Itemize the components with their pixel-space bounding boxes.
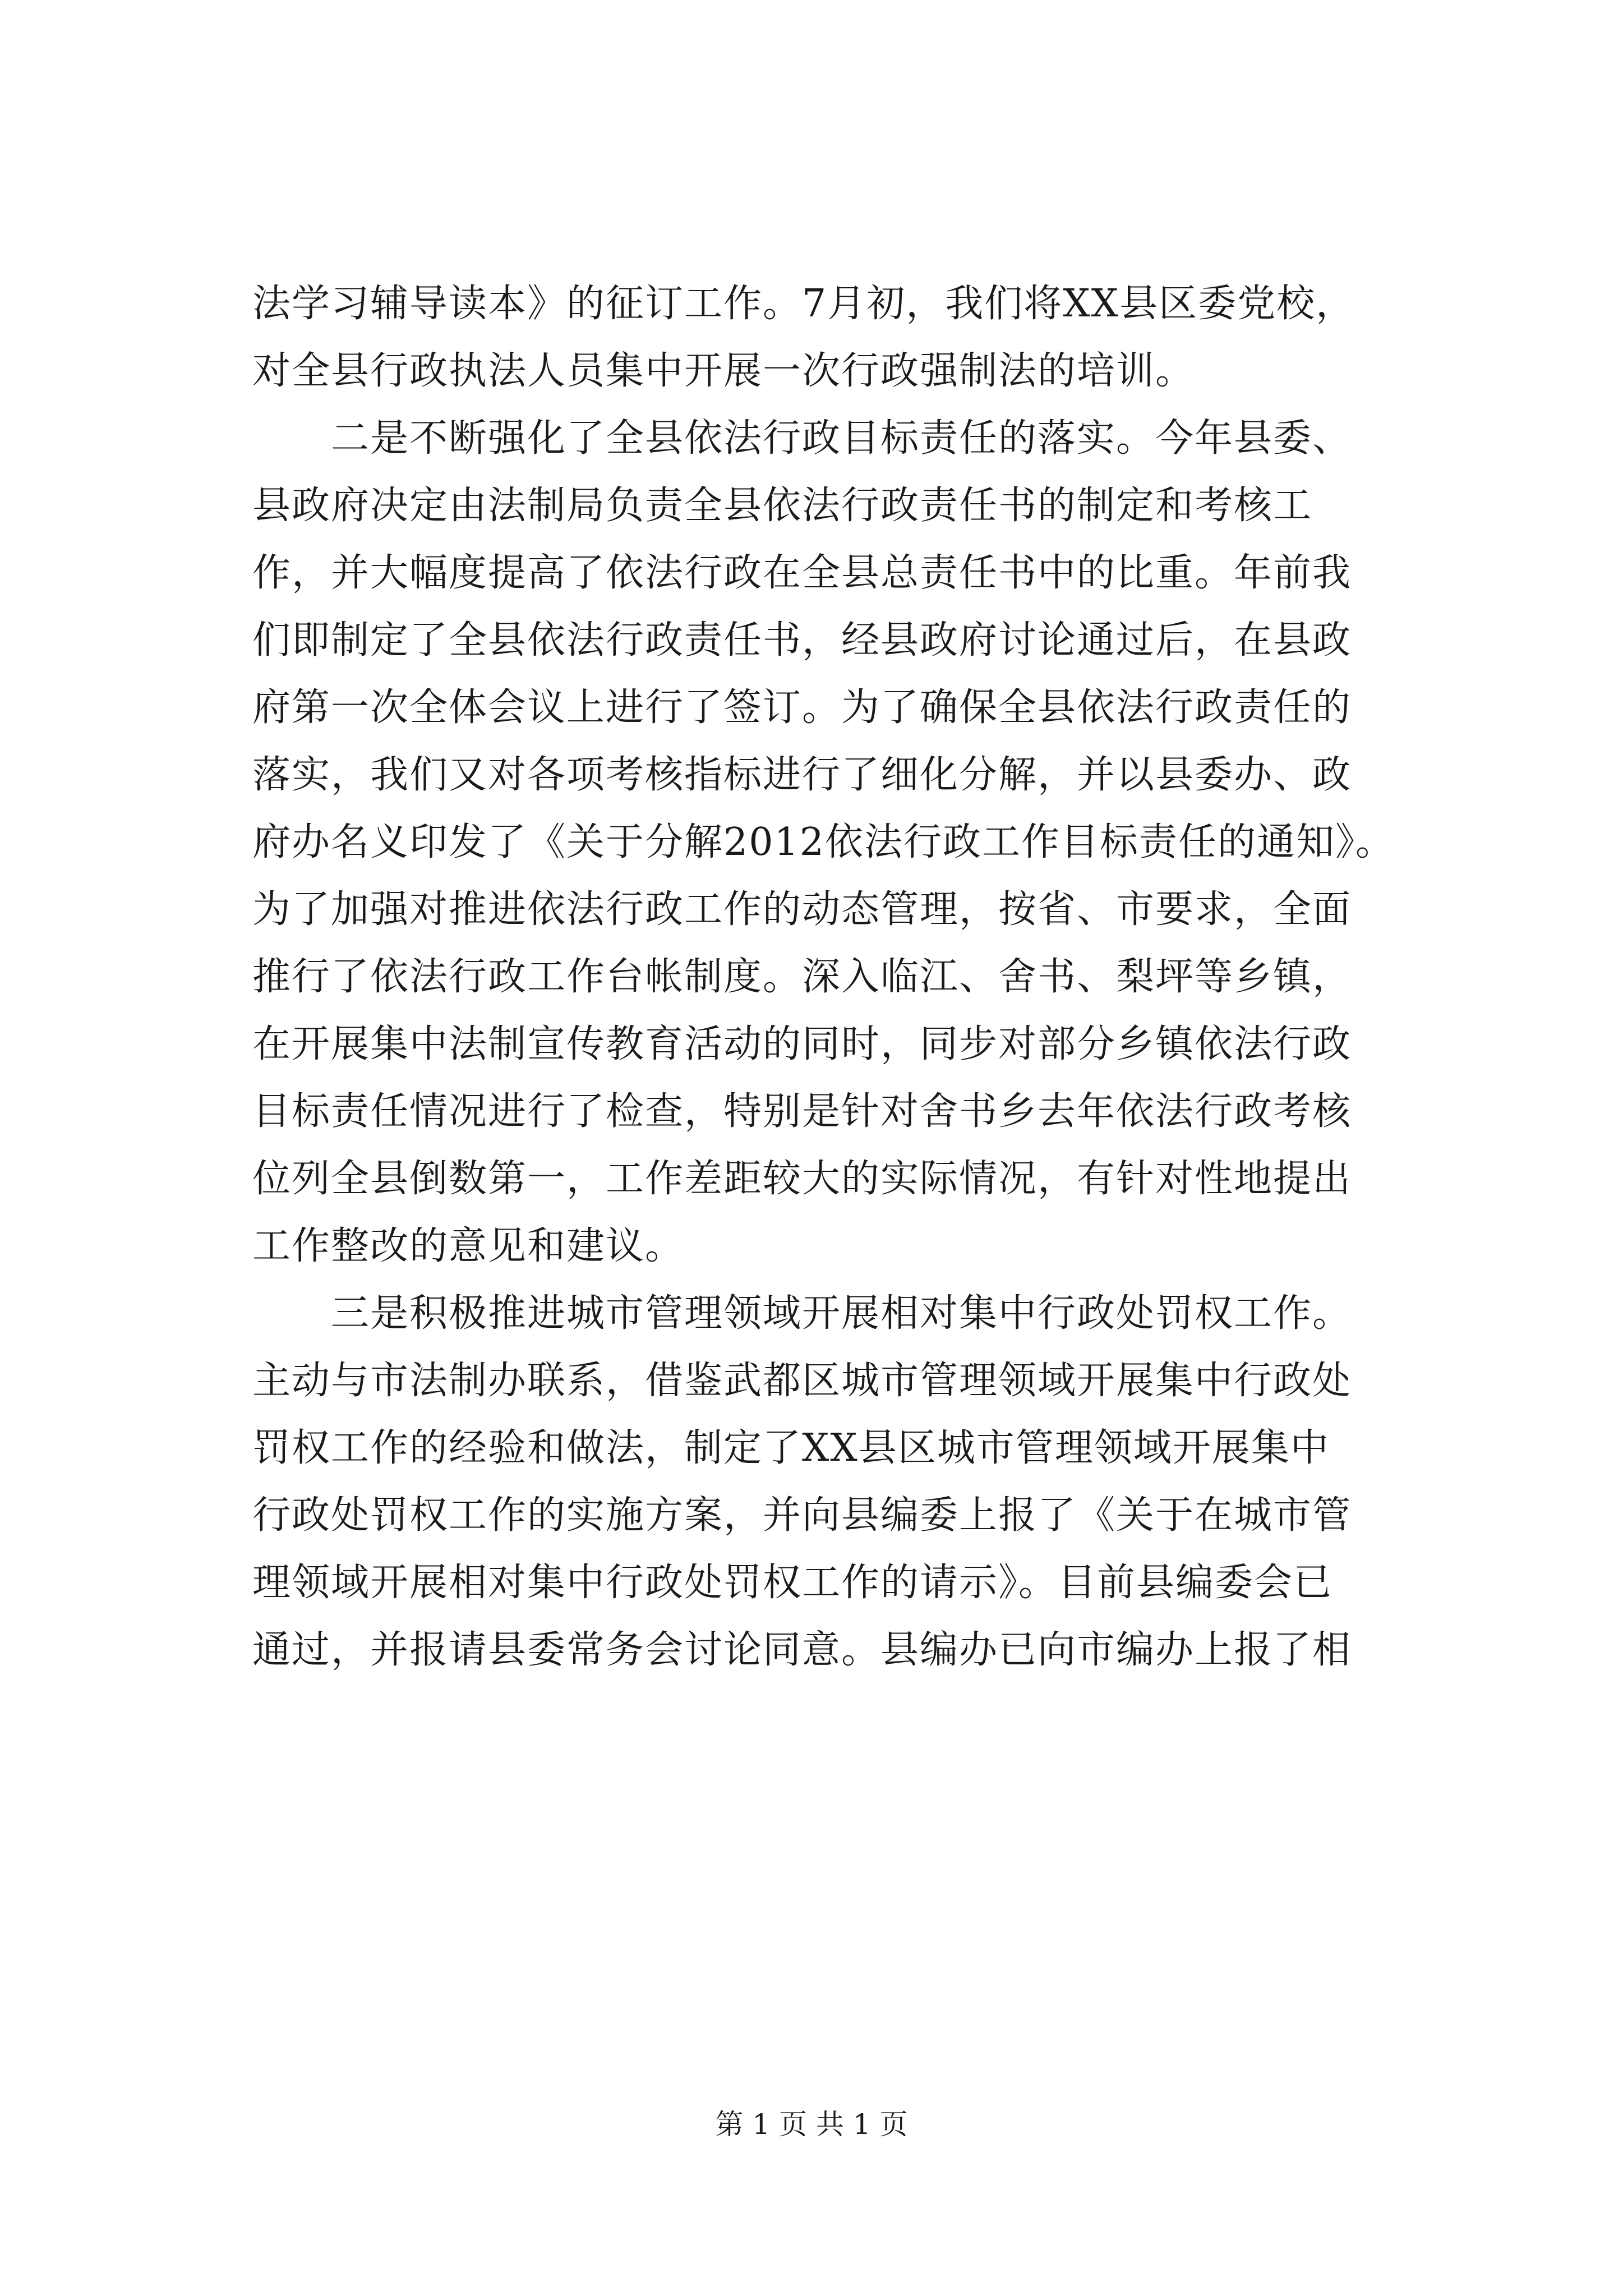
text-line: 主动与市法制办联系，借鉴武都区城市管理领域开展集中行政处 [252, 1359, 1352, 1403]
text-line: 位列全县倒数第一，工作差距较大的实际情况，有针对性地提出 [252, 1157, 1352, 1201]
text-line: 法学习辅导读本》的征订工作。7月初，我们将XX县区委党校， [252, 282, 1355, 326]
text-line: 理领域开展相对集中行政处罚权工作的请示》。目前县编委会已 [252, 1561, 1333, 1605]
text-line: 落实，我们又对各项考核指标进行了细化分解，并以县委办、政 [252, 753, 1352, 797]
text-line: 三是积极推进城市管理领域开展相对集中行政处罚权工作。 [252, 1291, 1352, 1336]
text-line: 推行了依法行政工作台帐制度。深入临江、舍书、梨坪等乡镇， [252, 955, 1352, 999]
text-line: 行政处罚权工作的实施方案，并向县编委上报了《关于在城市管 [252, 1493, 1352, 1538]
text-line: 目标责任情况进行了检查，特别是针对舍书乡去年依法行政考核 [252, 1089, 1352, 1134]
text-line: 府第一次全体会议上进行了签订。为了确保全县依法行政责任的 [252, 685, 1352, 730]
page-number-footer: 第 1 页 共 1 页 [715, 2108, 908, 2141]
text-line: 二是不断强化了全县依法行政目标责任的落实。今年县委、 [252, 416, 1352, 461]
text-line: 罚权工作的经验和做法，制定了XX县区城市管理领域开展集中 [252, 1426, 1330, 1470]
text-line: 在开展集中法制宣传教育活动的同时，同步对部分乡镇依法行政 [252, 1022, 1352, 1066]
text-line: 们即制定了全县依法行政责任书，经县政府讨论通过后，在县政 [252, 618, 1352, 662]
text-line: 府办名义印发了《关于分解2012依法行政工作目标责任的通知》。 [252, 820, 1395, 864]
text-line: 对全县行政执法人员集中开展一次行政强制法的培训。 [252, 349, 1195, 393]
text-line: 通过，并报请县委常务会讨论同意。县编办已向市编办上报了相 [252, 1628, 1352, 1672]
text-line: 为了加强对推进依法行政工作的动态管理，按省、市要求，全面 [252, 887, 1352, 932]
text-line: 作，并大幅度提高了依法行政在全县总责任书中的比重。年前我 [252, 551, 1352, 595]
document-body [252, 270, 1430, 1684]
text-line: 工作整改的意见和建议。 [252, 1224, 685, 1268]
text-line: 县政府决定由法制局负责全县依法行政责任书的制定和考核工 [252, 484, 1313, 528]
